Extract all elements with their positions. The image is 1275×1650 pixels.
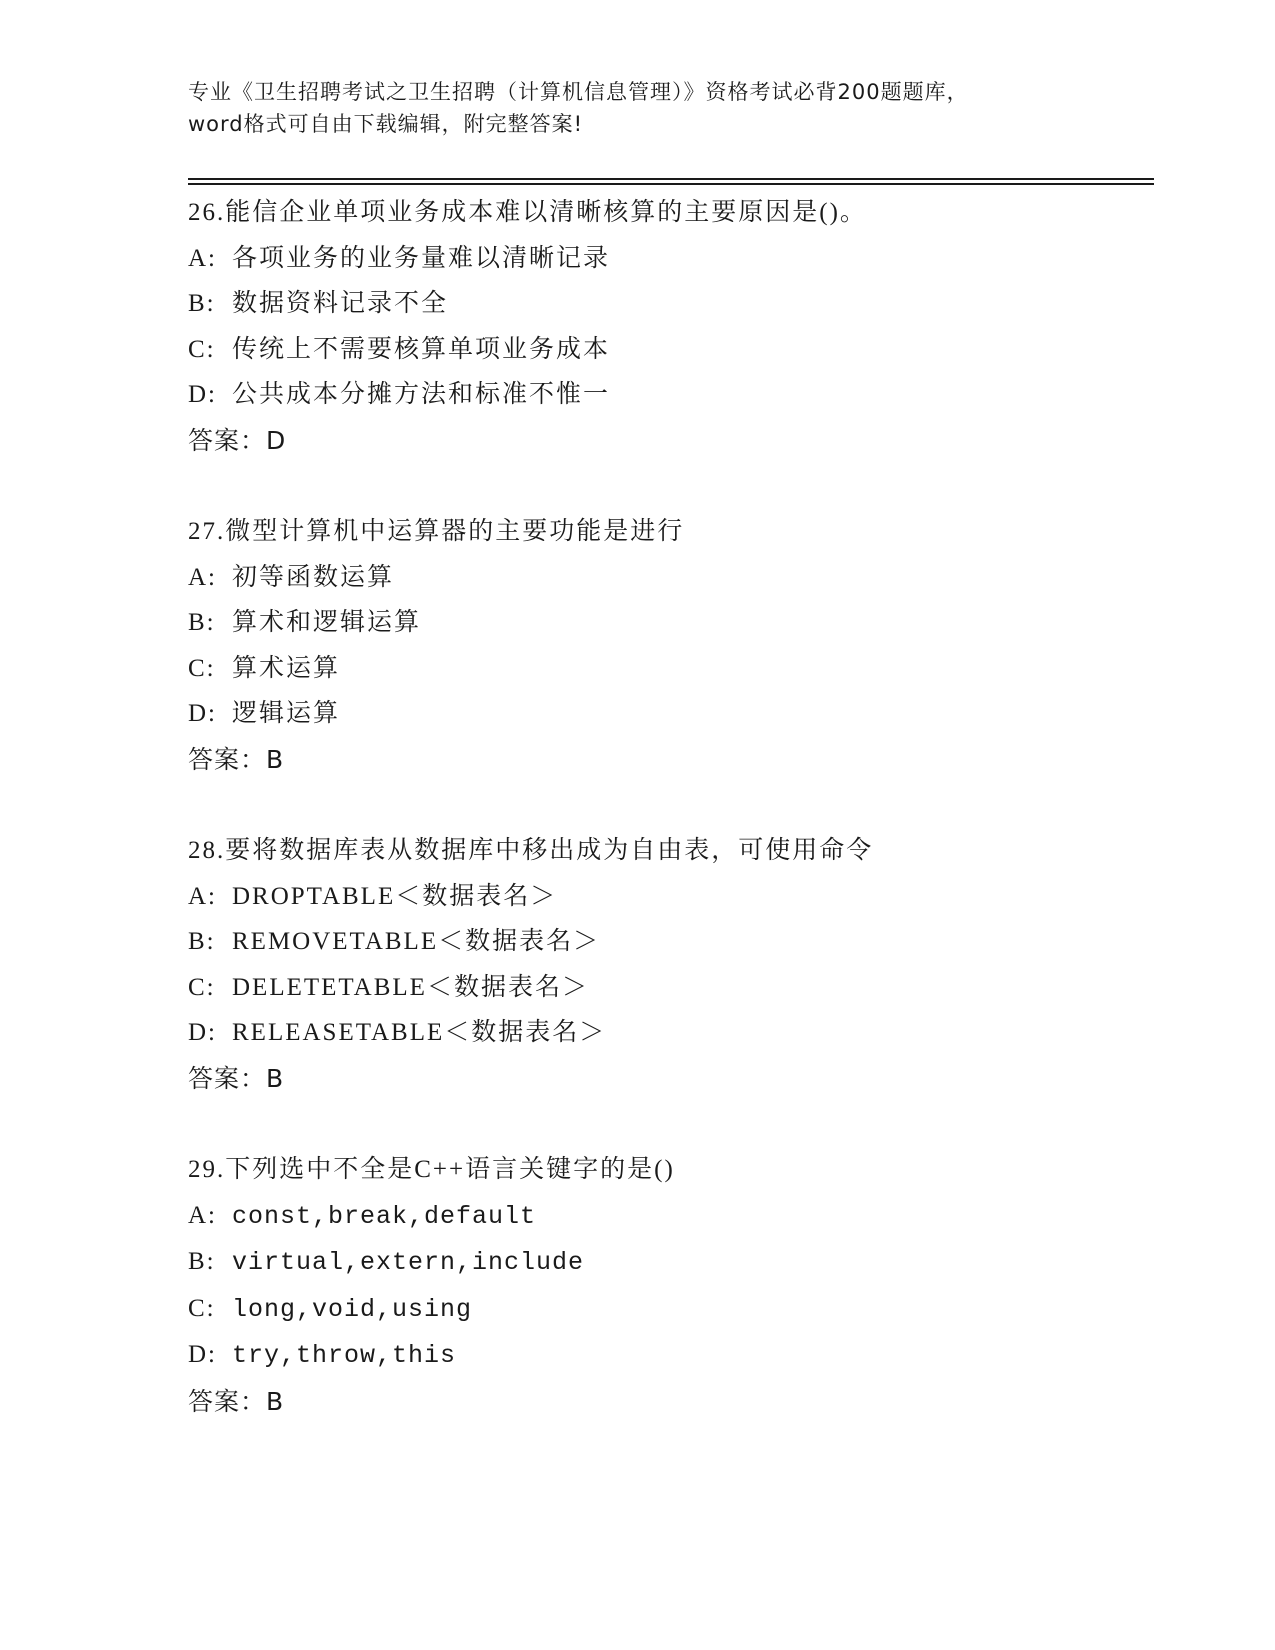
question-list (188, 190, 1154, 1470)
option-letter: D: (188, 1341, 217, 1368)
answer-line: 答案：B (188, 744, 285, 774)
option-letter: A: (188, 244, 217, 272)
answer-line: 答案：B (188, 1386, 285, 1416)
question-29 (188, 1147, 1154, 1424)
option-text: 公共成本分摊方法和标准不惟一 (232, 381, 611, 408)
option-text: 传统上不需要核算单项业务成本 (232, 335, 611, 363)
option-d (188, 1010, 1154, 1056)
option-c (188, 327, 1154, 373)
option-d (188, 372, 1154, 418)
option-a (188, 1193, 1154, 1240)
question-stem: 27.微型计算机中运算器的主要功能是进行 (188, 518, 685, 545)
option-c (188, 646, 1154, 692)
option-letter: C: (188, 654, 216, 682)
option-letter: A: (188, 1201, 217, 1229)
option-a (188, 555, 1154, 601)
option-a (188, 236, 1154, 282)
option-b (188, 600, 1154, 646)
option-text: try,throw,this (232, 1341, 457, 1370)
option-letter: D: (188, 1019, 217, 1046)
option-text: long,void,using (232, 1294, 473, 1324)
option-text: DELETETABLE＜数据表名＞ (232, 973, 589, 1001)
question-stem: 26.能信企业单项业务成本难以清晰核算的主要原因是()。 (188, 199, 867, 226)
option-text: 各项业务的业务量难以清晰记录 (232, 244, 611, 272)
header-divider-bottom (188, 183, 1154, 185)
option-letter: A: (188, 882, 217, 910)
option-d (188, 1332, 1154, 1379)
option-text: RELEASETABLE＜数据表名＞ (232, 1019, 607, 1046)
header-divider-top (188, 178, 1154, 180)
option-text: 算术运算 (232, 654, 341, 682)
header-line-2: word格式可自由下载编辑，附完整答案! (188, 112, 584, 136)
option-letter: D: (188, 381, 217, 408)
option-letter: B: (188, 609, 216, 636)
question-28 (188, 828, 1154, 1101)
option-letter: B: (188, 928, 216, 955)
option-text: DROPTABLE＜数据表名＞ (232, 882, 558, 910)
option-c (188, 1286, 1154, 1333)
option-letter: C: (188, 973, 216, 1001)
option-b (188, 919, 1154, 965)
option-c (188, 965, 1154, 1011)
option-text: 初等函数运算 (232, 563, 395, 591)
header-line-1: 专业《卫生招聘考试之卫生招聘（计算机信息管理）》资格考试必背200题题库， (188, 80, 969, 104)
question-27 (188, 509, 1154, 782)
option-d (188, 691, 1154, 737)
question-stem: 28.要将数据库表从数据库中移出成为自由表，可使用命令 (188, 837, 874, 864)
answer-line: 答案：D (188, 425, 287, 455)
option-text: 数据资料记录不全 (232, 290, 449, 317)
option-b (188, 281, 1154, 327)
option-letter: C: (188, 335, 216, 363)
option-text: virtual,extern,include (232, 1248, 585, 1277)
option-letter: D: (188, 700, 217, 727)
option-b (188, 1239, 1154, 1286)
option-text: 逻辑运算 (232, 700, 341, 727)
option-text: const,break,default (232, 1201, 537, 1231)
option-letter: C: (188, 1294, 216, 1322)
question-stem: 29.下列选中不全是C++语言关键字的是() (188, 1156, 675, 1183)
answer-line: 答案：B (188, 1063, 285, 1093)
option-text: 算术和逻辑运算 (232, 609, 422, 636)
question-26 (188, 190, 1154, 463)
option-a (188, 874, 1154, 920)
option-text: REMOVETABLE＜数据表名＞ (232, 928, 601, 955)
document-header (188, 76, 1088, 140)
option-letter: B: (188, 290, 216, 317)
option-letter: A: (188, 563, 217, 591)
option-letter: B: (188, 1248, 216, 1275)
